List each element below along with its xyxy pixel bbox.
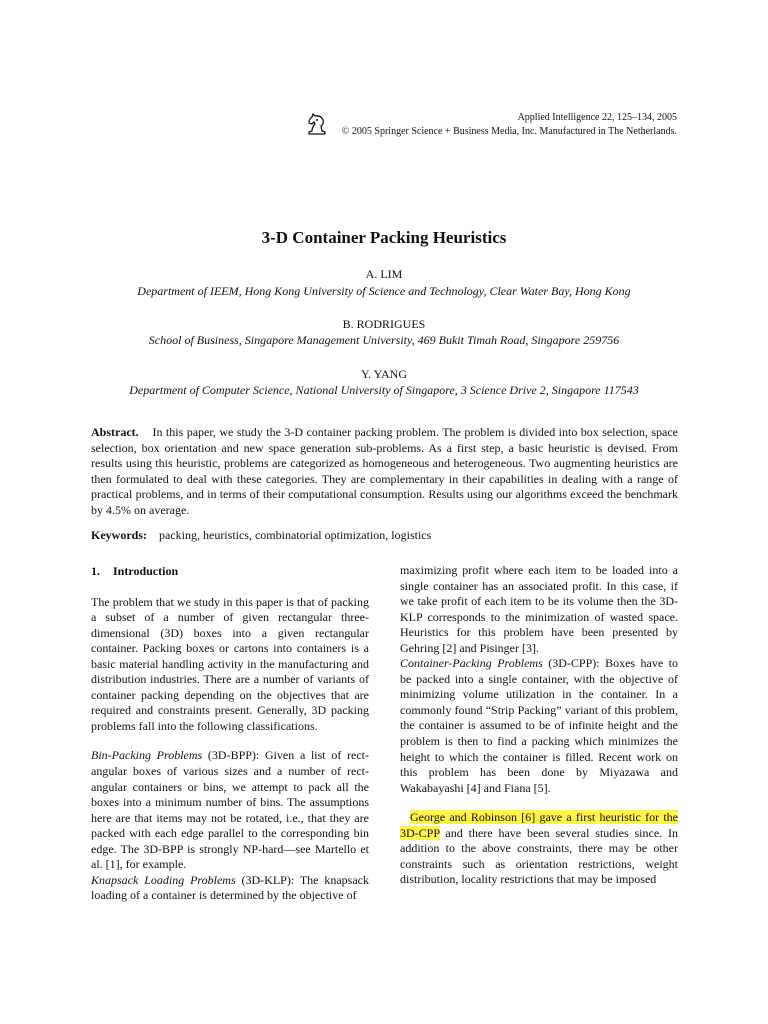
author-affiliation: Department of IEEM, Hong Kong University of Science and Technology, Clear Water Bay, Hong Kong bbox=[137, 284, 631, 298]
paragraph-text: (3D-CPP): Boxes have to be packed into a single container, with the objective of minimizing volume utilization in the container. In a commonly found “Strip Packing” variant of this problem, the container is assumed to be of infinite height and the problem is then to find a packing which minimizes the height to which the container is filled. Recent work on this problem has been done by Miyazawa and Wakabayashi [4] and Fiana [5]. bbox=[400, 656, 679, 795]
paragraph bbox=[91, 873, 369, 904]
paragraph bbox=[400, 810, 678, 888]
springer-knight-icon bbox=[305, 112, 329, 136]
paragraph bbox=[91, 748, 369, 872]
term: Bin-Packing Problems bbox=[91, 748, 203, 763]
keywords bbox=[91, 527, 678, 543]
journal-citation: Applied Intelligence 22, 125–134, 2005 bbox=[517, 112, 677, 123]
term: Knapsack Loading Problems bbox=[91, 872, 236, 887]
journal-header bbox=[342, 111, 677, 139]
section-heading bbox=[91, 564, 369, 580]
highlighted-text: George and Robinson [6] gave a first heuristic for the 3D-CPP bbox=[400, 810, 678, 840]
paper-title: 3-D Container Packing Heuristics bbox=[261, 228, 507, 247]
abstract-label: Abstract. bbox=[91, 425, 139, 439]
section-title: Introduction bbox=[113, 564, 179, 578]
author-affiliation: Department of Computer Science, National University of Singapore, 3 Science Drive 2, Singapore 117543 bbox=[129, 383, 639, 397]
paragraph bbox=[400, 656, 678, 796]
right-column bbox=[400, 563, 678, 888]
abstract bbox=[91, 425, 678, 519]
paragraph-text: and there have been several studies since. In addition to the above constraints, there may be other constraints such as orientation restrictions, weight distribution, locality restrictions that may be imposed bbox=[400, 825, 678, 887]
section-number: 1. bbox=[91, 564, 100, 578]
term: Container-Packing Problems bbox=[400, 656, 543, 671]
author-name: B. RODRIGUES bbox=[342, 317, 426, 331]
copyright-line: © 2005 Springer Science + Business Media, Inc. Manufactured in The Netherlands. bbox=[341, 126, 677, 137]
paragraph: maximizing profit where each item to be loaded into a single container has an associated profit. In this case, if we take profit of each item to be its volume then the 3D-KLP corresponds to the minimization of wasted space. Heuristics for this problem have been presented by Gehring [2] and Pisinger [3]. bbox=[400, 563, 678, 655]
left-column bbox=[91, 564, 369, 904]
paragraph: The problem that we study in this paper is that of packing a subset of a number of given rectangular three-dimensional (3D) boxes into a given rectangular container. Packing boxes or cartons into containers is a basic material handling activity in the manufacturing and distribution industries. There are a number of variants of container packing depending on the objectives that are required and constraints present. Generally, 3D packing problems fall into the following classifications. bbox=[91, 594, 369, 733]
abstract-text: In this paper, we study the 3-D container packing problem. The problem is divided into box selection, space selection, box orientation and new space generation sub-problems. As a first step, a basic heuristic is devised. From results using this heuristic, problems are categorized as homogeneous and heterogeneous. Two augmenting heuristics are then formulated to deal with these categories. They are complementary in their capabilities in dealing with a range of practical problems, and in terms of their computational consumption. Results using our algorithms exceed the benchmark by 4.5% on average. bbox=[91, 425, 678, 517]
keywords-text: packing, heuristics, combinatorial optimization, logistics bbox=[159, 528, 432, 542]
author-name: A. LIM bbox=[365, 267, 403, 281]
author-name: Y. YANG bbox=[360, 367, 407, 381]
paragraph-text: (3D-KLP): The knapsack loading of a container is determined by the objective of bbox=[91, 872, 370, 903]
author-affiliation: School of Business, Singapore Management University, 469 Bukit Timah Road, Singapore 259756 bbox=[148, 333, 620, 347]
paragraph-text: (3D-BPP): Given a list of rectangular boxes of various sizes and a number of rectangular containers or bins, we attempt to pack all the boxes into a minimum number of bins. The assumptions here are that items may not be rotated, i.e., that they are packed with each edge parallel to the corresponding bin edge. The 3D-BPP is strongly NP-hard—see Martello et al. [1], for example. bbox=[91, 748, 369, 872]
keywords-label: Keywords: bbox=[91, 528, 147, 542]
